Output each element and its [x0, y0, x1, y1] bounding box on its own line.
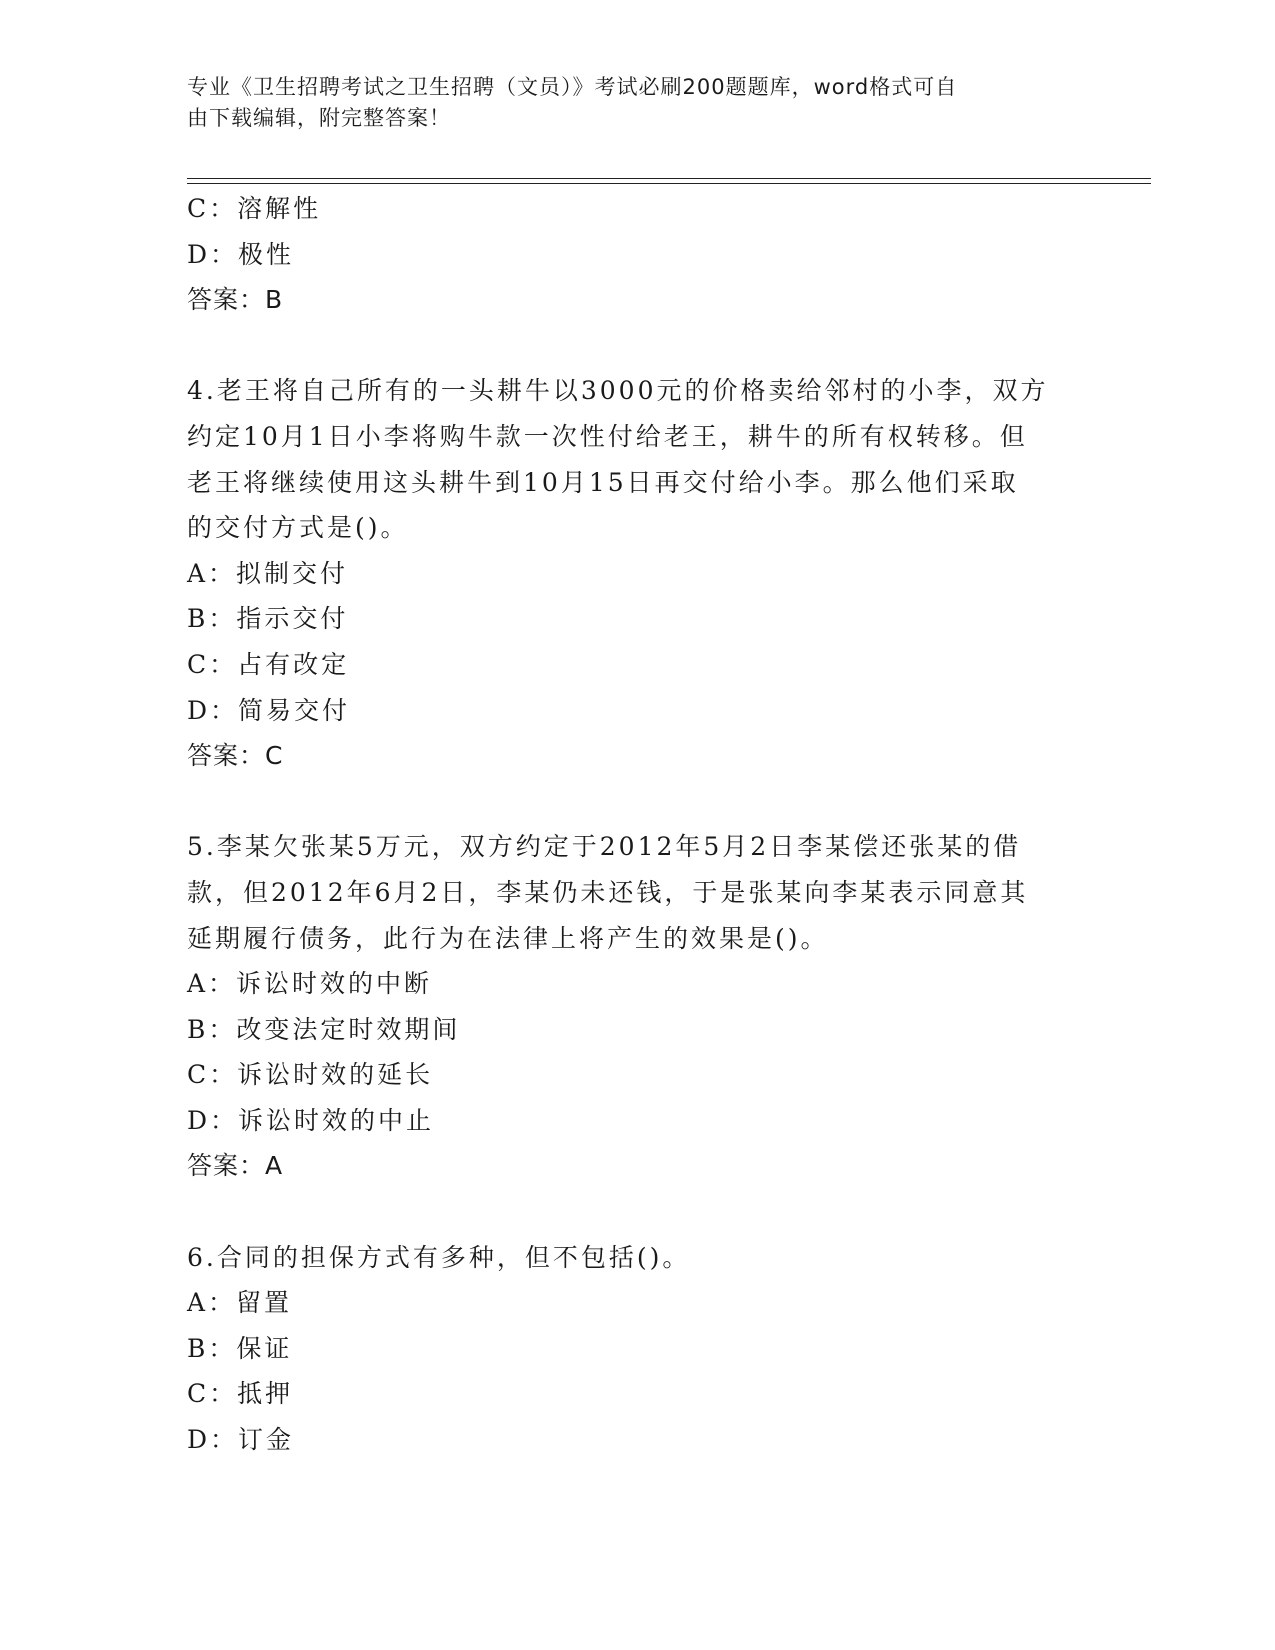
question-5: [187, 824, 1087, 1189]
option-d: D：订金: [187, 1425, 295, 1455]
question-stem-line: 老王将继续使用这头耕牛到10月15日再交付给小李。那么他们采取: [187, 467, 1019, 497]
answer: 答案：C: [187, 741, 284, 771]
question-stem-line: 延期履行债务，此行为在法律上将产生的效果是()。: [187, 923, 829, 953]
header-divider: [187, 178, 1151, 184]
spacer: [187, 1189, 1087, 1235]
option-b: B：保证: [187, 1333, 293, 1363]
option-a: A：拟制交付: [187, 558, 349, 588]
option-c: C：抵押: [187, 1379, 294, 1409]
header-line-2: 由下载编辑，附完整答案！: [187, 106, 451, 130]
option-b: B：指示交付: [187, 604, 349, 634]
question-4: [187, 368, 1087, 778]
option-c: C：溶解性: [187, 194, 322, 223]
option-a: A：留置: [187, 1288, 293, 1318]
header-line-1: 专业《卫生招聘考试之卫生招聘（文员）》考试必刷200题题库，word格式可自: [187, 75, 958, 99]
spacer: [187, 779, 1087, 825]
document-body: [187, 186, 1087, 1463]
carryover-question: [187, 186, 1087, 323]
page-header: [187, 72, 1067, 134]
question-stem-line: 5.李某欠张某5万元，双方约定于2012年5月2日李某偿还张某的借: [187, 832, 1022, 862]
question-stem-line: 约定10月1日小李将购牛款一次性付给老王，耕牛的所有权转移。但: [187, 421, 1028, 451]
option-d: D：极性: [187, 239, 295, 269]
answer: 答案：B: [187, 285, 284, 315]
question-stem-line: 的交付方式是()。: [187, 513, 409, 543]
spacer: [187, 323, 1087, 369]
option-a: A：诉讼时效的中断: [187, 969, 433, 999]
option-c: C：占有改定: [187, 649, 350, 679]
option-d: D：简易交付: [187, 695, 351, 725]
option-c: C：诉讼时效的延长: [187, 1060, 434, 1090]
question-6: [187, 1235, 1087, 1463]
question-stem-line: 6.合同的担保方式有多种，但不包括()。: [187, 1242, 691, 1272]
answer: 答案：A: [187, 1151, 284, 1181]
option-d: D：诉讼时效的中止: [187, 1105, 435, 1135]
option-b: B：改变法定时效期间: [187, 1014, 461, 1044]
question-stem-line: 4.老王将自己所有的一头耕牛以3000元的价格卖给邻村的小李，双方: [187, 376, 1049, 406]
question-stem-line: 款，但2012年6月2日，李某仍未还钱，于是张某向李某表示同意其: [187, 877, 1029, 907]
